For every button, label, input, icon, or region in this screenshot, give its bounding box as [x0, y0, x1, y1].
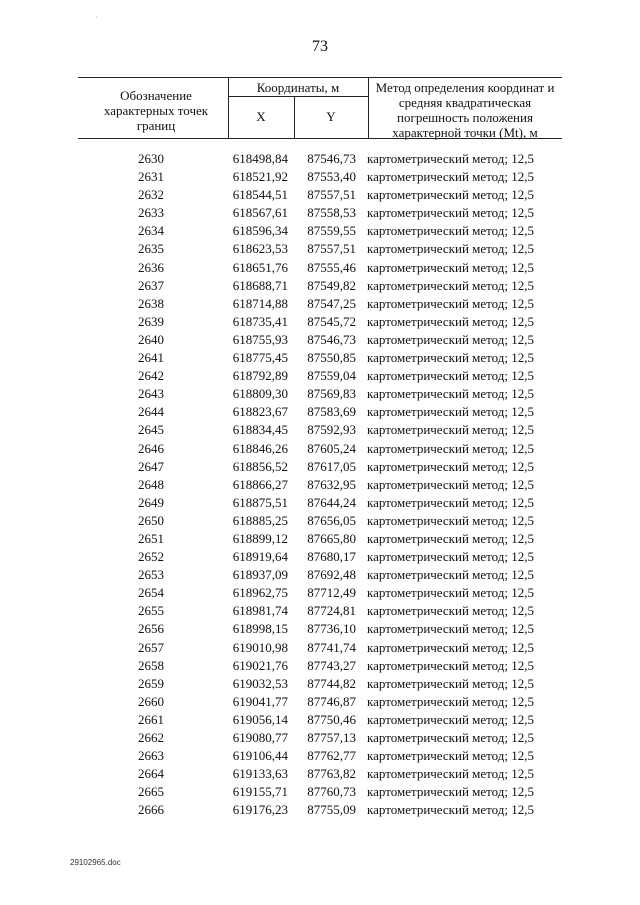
coord-x-cell: 619041,77 — [232, 693, 288, 709]
coord-x-cell: 618755,93 — [232, 331, 288, 347]
table-row — [0, 331, 640, 349]
coord-y-cell: 87617,05 — [307, 458, 356, 474]
coord-x-cell: 619056,14 — [232, 711, 288, 727]
coord-x-cell: 618792,89 — [232, 368, 288, 384]
table-row — [0, 259, 640, 277]
coord-y-cell: 87546,73 — [307, 151, 356, 166]
coord-x-cell: 619021,76 — [232, 657, 288, 673]
method-cell: картометрический метод; 12,5 — [367, 440, 535, 456]
point-id-cell: 2660 — [138, 693, 164, 709]
coord-y-cell: 87665,80 — [307, 530, 356, 546]
header-x: X — [256, 109, 266, 124]
table-row — [0, 639, 640, 657]
coord-y-cell: 87760,73 — [307, 784, 356, 800]
point-id-cell: 2654 — [138, 585, 164, 601]
point-id-cell: 2651 — [138, 530, 164, 546]
coord-x-cell: 618651,76 — [232, 259, 288, 275]
point-id-cell: 2634 — [138, 223, 164, 239]
coord-y-cell: 87644,24 — [307, 494, 356, 510]
coord-x-cell: 618688,71 — [232, 277, 288, 293]
table-row — [0, 204, 640, 222]
table-row — [0, 729, 640, 747]
table-row — [0, 657, 640, 675]
method-cell: картометрический метод; 12,5 — [367, 277, 535, 293]
method-cell: картометрический метод; 12,5 — [367, 422, 535, 438]
table-row — [0, 566, 640, 584]
point-id-cell: 2637 — [138, 277, 164, 293]
point-id-cell: 2640 — [138, 331, 164, 347]
coord-y-cell: 87549,82 — [307, 277, 356, 293]
method-cell: картометрический метод; 12,5 — [367, 169, 535, 185]
point-id-cell: 2665 — [138, 784, 164, 800]
table-row — [0, 711, 640, 729]
table-row — [0, 747, 640, 765]
method-cell: картометрический метод; 12,5 — [367, 639, 535, 655]
coord-x-cell: 618544,51 — [232, 187, 288, 203]
corner-mark: · — [95, 12, 98, 22]
table-row — [0, 494, 640, 512]
coord-x-cell: 618809,30 — [232, 386, 288, 402]
footer-filename: 29102965.doc — [70, 858, 121, 867]
coord-x-cell: 618885,25 — [232, 512, 288, 528]
table-row — [0, 186, 640, 204]
coord-y-cell: 87750,46 — [307, 711, 356, 727]
method-cell: картометрический метод; 12,5 — [367, 458, 535, 474]
method-cell: картометрический метод; 12,5 — [367, 494, 535, 510]
table-top-border — [78, 77, 562, 78]
point-id-cell: 2630 — [138, 151, 164, 166]
point-id-cell: 2647 — [138, 458, 164, 474]
header-y: Y — [326, 109, 336, 124]
method-cell: картометрический метод; 12,5 — [367, 711, 535, 727]
coord-x-cell: 618981,74 — [232, 603, 288, 619]
coord-y-cell: 87746,87 — [307, 693, 356, 709]
point-id-cell: 2656 — [138, 621, 164, 637]
point-id-cell: 2642 — [138, 368, 164, 384]
method-cell: картометрический метод; 12,5 — [367, 205, 535, 221]
coords-divider — [228, 96, 368, 97]
coord-x-cell: 618596,34 — [232, 223, 288, 239]
page-number: 73 — [312, 38, 328, 55]
coord-x-cell: 618919,64 — [232, 549, 288, 565]
method-divider — [368, 77, 369, 138]
method-cell: картометрический метод; 12,5 — [367, 675, 535, 691]
point-id-cell: 2652 — [138, 549, 164, 565]
table-row — [0, 421, 640, 439]
coord-x-cell: 618735,41 — [232, 313, 288, 329]
table-row — [0, 693, 640, 711]
coord-x-cell: 618714,88 — [232, 295, 288, 311]
coord-x-cell: 618937,09 — [232, 567, 288, 583]
coord-x-cell: 618521,92 — [232, 169, 288, 185]
table-row — [0, 801, 640, 819]
point-id-cell: 2632 — [138, 187, 164, 203]
method-cell: картометрический метод; 12,5 — [367, 295, 535, 311]
coord-y-cell: 87656,05 — [307, 512, 356, 528]
coord-y-cell: 87632,95 — [307, 476, 356, 492]
coord-y-cell: 87757,13 — [307, 730, 356, 745]
method-cell: картометрический метод; 12,5 — [367, 187, 535, 203]
point-id-cell: 2641 — [138, 350, 164, 366]
coord-x-cell: 619010,98 — [232, 639, 288, 655]
method-cell: картометрический метод; 12,5 — [367, 802, 535, 818]
point-id-cell: 2648 — [138, 476, 164, 492]
point-id-cell: 2635 — [138, 241, 164, 257]
coord-y-cell: 87547,25 — [307, 295, 356, 311]
table-row — [0, 385, 640, 403]
table-row — [0, 313, 640, 331]
coord-x-cell: 618623,53 — [232, 241, 288, 257]
method-cell: картометрический метод; 12,5 — [367, 259, 535, 275]
coord-x-cell: 619080,77 — [232, 730, 288, 745]
coord-y-cell: 87744,82 — [307, 675, 356, 691]
coord-y-cell: 87555,46 — [307, 259, 356, 275]
table-row — [0, 277, 640, 295]
coord-y-cell: 87755,09 — [307, 802, 356, 818]
coord-x-cell: 619106,44 — [232, 748, 288, 764]
point-id-cell: 2664 — [138, 766, 164, 782]
coord-y-cell: 87559,04 — [307, 368, 356, 384]
table-row — [0, 295, 640, 313]
table-body — [0, 150, 640, 819]
point-id-cell: 2661 — [138, 711, 164, 727]
coord-y-cell: 87546,73 — [307, 331, 356, 347]
coord-y-cell: 87558,53 — [307, 205, 356, 221]
coord-y-cell: 87557,51 — [307, 187, 356, 203]
table-row — [0, 783, 640, 801]
table-row — [0, 620, 640, 638]
method-cell: картометрический метод; 12,5 — [367, 313, 535, 329]
table-row — [0, 530, 640, 548]
point-id-cell: 2645 — [138, 422, 164, 438]
method-cell: картометрический метод; 12,5 — [367, 386, 535, 402]
method-cell: картометрический метод; 12,5 — [367, 350, 535, 366]
coord-y-cell: 87569,83 — [307, 386, 356, 402]
method-cell: картометрический метод; 12,5 — [367, 530, 535, 546]
point-id-cell: 2649 — [138, 494, 164, 510]
point-id-cell: 2666 — [138, 802, 164, 818]
coord-x-cell: 618856,52 — [232, 458, 288, 474]
coord-x-cell: 619155,71 — [232, 784, 288, 800]
method-cell: картометрический метод; 12,5 — [367, 766, 535, 782]
coord-y-cell: 87559,55 — [307, 223, 356, 239]
method-cell: картометрический метод; 12,5 — [367, 585, 535, 601]
header-coordinates: Координаты, м — [256, 80, 340, 95]
table-row — [0, 349, 640, 367]
table-row — [0, 367, 640, 385]
table-row — [0, 222, 640, 240]
table-row — [0, 440, 640, 458]
table-row — [0, 458, 640, 476]
coord-x-cell: 618846,26 — [232, 440, 288, 456]
point-id-cell: 2644 — [138, 404, 164, 420]
coord-y-cell: 87553,40 — [307, 169, 356, 185]
method-cell: картометрический метод; 12,5 — [367, 621, 535, 637]
coord-x-cell: 618834,45 — [232, 422, 288, 438]
table-row — [0, 512, 640, 530]
coord-x-cell: 618823,67 — [232, 404, 288, 420]
coord-x-cell: 619133,63 — [232, 766, 288, 782]
point-id-cell: 2636 — [138, 259, 164, 275]
point-id-cell: 2658 — [138, 657, 164, 673]
method-cell: картометрический метод; 12,5 — [367, 512, 535, 528]
table-row — [0, 584, 640, 602]
coord-y-cell: 87724,81 — [307, 603, 356, 619]
table-row — [0, 476, 640, 494]
method-cell: картометрический метод; 12,5 — [367, 404, 535, 420]
method-cell: картометрический метод; 12,5 — [367, 223, 535, 239]
coord-y-cell: 87743,27 — [307, 657, 356, 673]
coord-x-cell: 618866,27 — [232, 476, 288, 492]
coord-y-cell: 87736,10 — [307, 621, 356, 637]
point-id-cell: 2657 — [138, 639, 164, 655]
coord-x-cell: 618962,75 — [232, 585, 288, 601]
coord-x-cell: 618899,12 — [232, 530, 288, 546]
point-id-cell: 2638 — [138, 295, 164, 311]
point-id-cell: 2662 — [138, 730, 164, 745]
coord-x-cell: 618498,84 — [232, 151, 288, 166]
point-id-cell: 2663 — [138, 748, 164, 764]
coord-x-cell: 618567,61 — [232, 205, 288, 221]
point-id-cell: 2639 — [138, 313, 164, 329]
method-cell: картометрический метод; 12,5 — [367, 368, 535, 384]
coord-y-cell: 87545,72 — [307, 313, 356, 329]
coord-y-cell: 87605,24 — [307, 440, 356, 456]
point-id-cell: 2650 — [138, 512, 164, 528]
method-cell: картометрический метод; 12,5 — [367, 657, 535, 673]
method-cell: картометрический метод; 12,5 — [367, 693, 535, 709]
coord-y-cell: 87557,51 — [307, 241, 356, 257]
point-id-cell: 2631 — [138, 169, 164, 185]
table-row — [0, 548, 640, 566]
coord-y-cell: 87763,82 — [307, 766, 356, 782]
coord-x-cell: 618998,15 — [232, 621, 288, 637]
table-row — [0, 675, 640, 693]
point-id-cell: 2643 — [138, 386, 164, 402]
method-cell: картометрический метод; 12,5 — [367, 730, 535, 745]
coord-x-cell: 619176,23 — [232, 802, 288, 818]
coord-x-cell: 619032,53 — [232, 675, 288, 691]
coord-x-cell: 618775,45 — [232, 350, 288, 366]
point-id-cell: 2646 — [138, 440, 164, 456]
table-row — [0, 150, 640, 168]
header-point-designation: Обозначение характерных точек границ — [103, 88, 209, 133]
table-row — [0, 765, 640, 783]
method-cell: картометрический метод; 12,5 — [367, 331, 535, 347]
coord-y-cell: 87680,17 — [307, 549, 356, 565]
coord-y-cell: 87550,85 — [307, 350, 356, 366]
method-cell: картометрический метод; 12,5 — [367, 603, 535, 619]
method-cell: картометрический метод; 12,5 — [367, 151, 535, 166]
point-id-cell: 2633 — [138, 205, 164, 221]
method-cell: картометрический метод; 12,5 — [367, 567, 535, 583]
coord-y-cell: 87692,48 — [307, 567, 356, 583]
point-id-cell: 2655 — [138, 603, 164, 619]
table-row — [0, 602, 640, 620]
coord-y-cell: 87592,93 — [307, 422, 356, 438]
header-method: Метод определения координат и средняя квадратическая погрешность положения характерной точки (Mt), м — [375, 80, 555, 140]
table-row — [0, 168, 640, 186]
coord-x-cell: 618875,51 — [232, 494, 288, 510]
table-row — [0, 240, 640, 258]
coord-y-cell: 87583,69 — [307, 404, 356, 420]
coord-y-cell: 87762,77 — [307, 748, 356, 764]
method-cell: картометрический метод; 12,5 — [367, 748, 535, 764]
method-cell: картометрический метод; 12,5 — [367, 476, 535, 492]
method-cell: картометрический метод; 12,5 — [367, 241, 535, 257]
method-cell: картометрический метод; 12,5 — [367, 549, 535, 565]
coord-y-cell: 87741,74 — [307, 639, 356, 655]
point-id-cell: 2659 — [138, 675, 164, 691]
point-id-cell: 2653 — [138, 567, 164, 583]
method-cell: картометрический метод; 12,5 — [367, 784, 535, 800]
coord-y-cell: 87712,49 — [307, 585, 356, 601]
table-row — [0, 403, 640, 421]
